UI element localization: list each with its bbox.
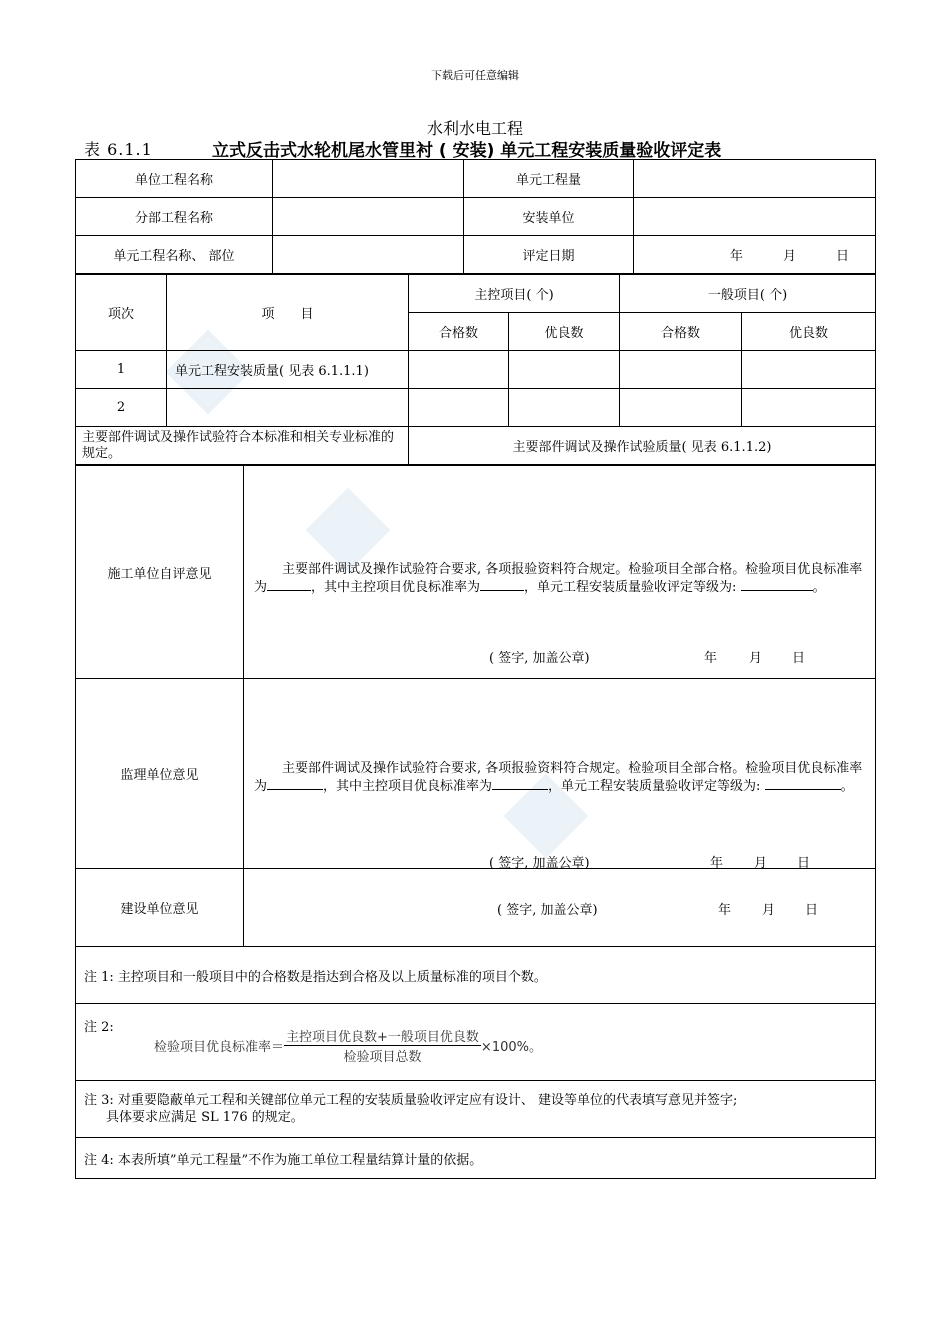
install-unit-label: 安装单位 — [464, 198, 634, 236]
supervision-text-end: 。 — [840, 779, 854, 794]
owner-year: 年 — [718, 903, 732, 918]
formula-numerator: 主控项目优良数+一般项目优良数 — [284, 1026, 481, 1046]
table-number: 表 6.1.1 — [84, 140, 153, 159]
note-2 — [76, 1004, 876, 1081]
super-title: 水利水电工程 — [426, 119, 523, 138]
row1-main-qualified[interactable] — [409, 351, 509, 389]
owner-month: 月 — [762, 903, 776, 918]
supervision-rate-blank[interactable] — [267, 777, 323, 790]
eval-date-value[interactable] — [634, 236, 876, 274]
main-items-header: 主控项目( 个) — [409, 275, 620, 313]
general-qualified-header: 合格数 — [620, 313, 742, 351]
supervision-year: 年 — [710, 856, 724, 871]
formula-rhs: ×100%。 — [480, 1040, 542, 1055]
supervision-text-c: ，单元工程安装质量验收评定等级为: — [548, 779, 761, 794]
note-2-label: 注 2: — [84, 1020, 114, 1035]
item-header: 项 目 — [167, 275, 409, 351]
construction-text-a: 主要部件调试及操作试验符合要求, 各项报验资料符合规定。检验项目全部合格。检验项目优良标准率为 — [254, 562, 863, 595]
row2-item[interactable] — [167, 389, 409, 427]
owner-opinion[interactable] — [244, 869, 876, 947]
date-month: 月 — [783, 249, 797, 264]
note-3 — [76, 1081, 876, 1138]
construction-year: 年 — [704, 651, 718, 666]
construction-main-rate-blank[interactable] — [480, 578, 524, 591]
formula-fraction — [284, 1026, 481, 1065]
opinions-table — [75, 465, 876, 947]
general-items-header: 一般项目( 个) — [620, 275, 876, 313]
sub-project-value[interactable] — [273, 198, 464, 236]
row2-general-excellent[interactable] — [742, 389, 876, 427]
note-3-line1: 注 3: 对重要隐蔽单元工程和关键部位单元工程的安装质量验收评定应有设计、 建设等单位的代表填写意见并签字; — [84, 1093, 738, 1108]
note-4: 注 4: 本表所填”单元工程量”不作为施工单位工程量结算计量的依据。 — [76, 1138, 876, 1179]
row1-main-excellent[interactable] — [509, 351, 620, 389]
supervision-day: 日 — [797, 856, 811, 871]
notes-table — [75, 946, 876, 1179]
formula-lhs: 检验项目优良标准率＝ — [154, 1040, 285, 1055]
page-title: 立式反击式水轮机尾水管里衬 ( 安装) 单元工程安装质量验收评定表 — [212, 141, 722, 161]
element-name-label: 单元工程名称、 部位 — [76, 236, 273, 274]
supervision-text-a: 主要部件调试及操作试验符合要求, 各项报验资料符合规定。检验项目全部合格。检验项目优良标准率为 — [254, 761, 863, 794]
construction-day: 日 — [792, 651, 806, 666]
main-excellent-header: 优良数 — [509, 313, 620, 351]
date-day: 日 — [836, 249, 850, 264]
construction-opinion[interactable] — [244, 466, 876, 679]
row2-main-qualified[interactable] — [409, 389, 509, 427]
general-excellent-header: 优良数 — [742, 313, 876, 351]
row1-general-qualified[interactable] — [620, 351, 742, 389]
owner-day: 日 — [805, 903, 819, 918]
owner-label: 建设单位意见 — [76, 869, 244, 947]
row2-no: 2 — [76, 389, 167, 427]
install-unit-value[interactable] — [634, 198, 876, 236]
row2-main-excellent[interactable] — [509, 389, 620, 427]
items-table — [75, 274, 876, 465]
supervision-text-b: ，其中主控项目优良标准率为 — [323, 779, 493, 794]
construction-label: 施工单位自评意见 — [76, 466, 244, 679]
header-note: 下载后可任意编辑 — [431, 69, 519, 82]
supervision-sign: ( 签字, 加盖公章) — [489, 856, 590, 871]
owner-sign: ( 签字, 加盖公章) — [497, 903, 598, 918]
unit-quantity-label: 单元工程量 — [464, 160, 634, 198]
unit-quantity-value[interactable] — [634, 160, 876, 198]
seq-header: 项次 — [76, 275, 167, 351]
info-table — [75, 159, 876, 274]
note-1: 注 1: 主控项目和一般项目中的合格数是指达到合格及以上质量标准的项目个数。 — [76, 947, 876, 1004]
main-qualified-header: 合格数 — [409, 313, 509, 351]
construction-text-b: ，其中主控项目优良标准率为 — [311, 580, 481, 595]
row1-item: 单元工程安装质量( 见表 6.1.1.1) — [167, 351, 409, 389]
eval-date-label: 评定日期 — [464, 236, 634, 274]
construction-sign: ( 签字, 加盖公章) — [489, 651, 590, 666]
row1-no: 1 — [76, 351, 167, 389]
row1-general-excellent[interactable] — [742, 351, 876, 389]
test-requirement: 主要部件调试及操作试验符合本标准和相关专业标准的规定。 — [76, 427, 409, 465]
supervision-label: 监理单位意见 — [76, 679, 244, 869]
construction-rate-blank[interactable] — [267, 578, 311, 591]
formula-denominator: 检验项目总数 — [343, 1050, 422, 1065]
row2-general-qualified[interactable] — [620, 389, 742, 427]
supervision-opinion[interactable] — [244, 679, 876, 869]
element-name-value[interactable] — [273, 236, 464, 274]
construction-text-end: 。 — [812, 580, 826, 595]
unit-project-label: 单位工程名称 — [76, 160, 273, 198]
test-quality: 主要部件调试及操作试验质量( 见表 6.1.1.2) — [409, 427, 876, 465]
unit-project-value[interactable] — [273, 160, 464, 198]
construction-month: 月 — [749, 651, 763, 666]
supervision-main-rate-blank[interactable] — [492, 777, 548, 790]
formula — [154, 1026, 542, 1065]
supervision-month: 月 — [754, 856, 768, 871]
date-year: 年 — [730, 249, 744, 264]
sub-project-label: 分部工程名称 — [76, 198, 273, 236]
supervision-grade-blank[interactable] — [765, 777, 841, 790]
note-3-line2: 具体要求应满足 SL 176 的规定。 — [106, 1110, 304, 1125]
construction-grade-blank[interactable] — [741, 578, 813, 591]
construction-text-c: ，单元工程安装质量验收评定等级为: — [524, 580, 737, 595]
